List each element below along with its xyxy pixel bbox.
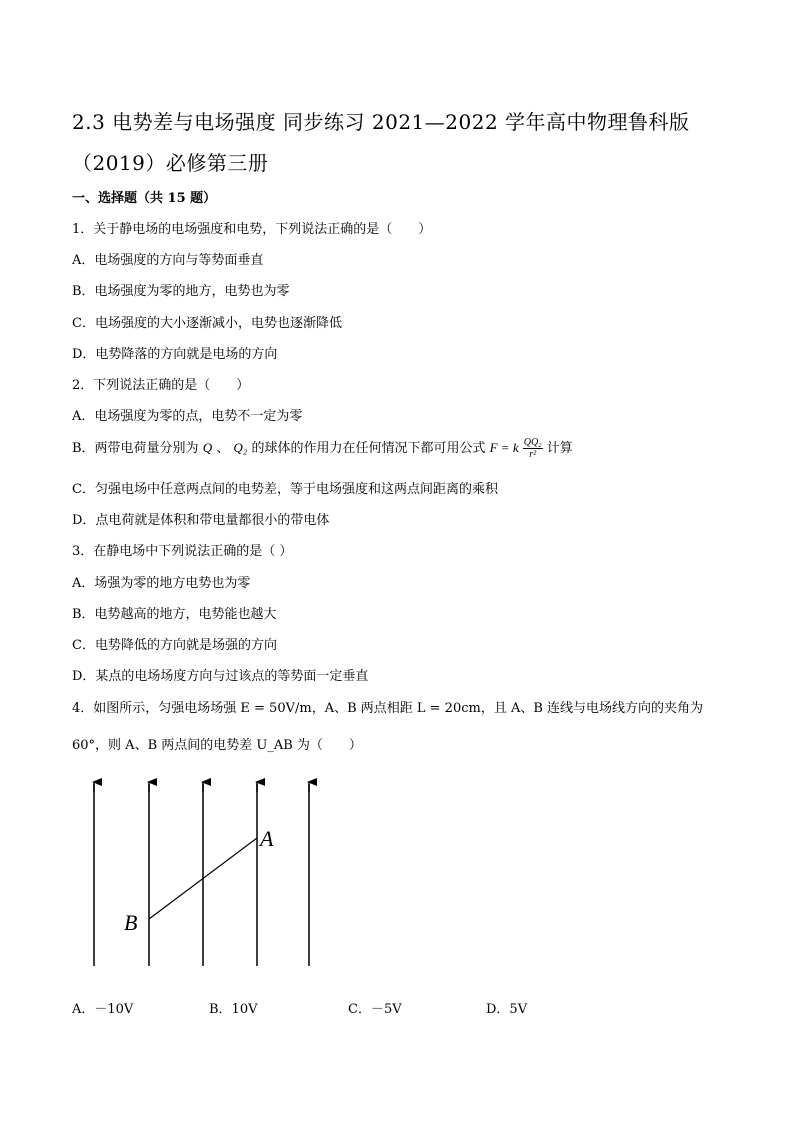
question-2-option-b-suffix: 计算 <box>546 441 573 456</box>
question-2-option-b-prefix: B．两带电荷量分别为 <box>72 441 199 456</box>
question-3-option-c: C．电势降低的方向就是场强的方向 <box>72 638 277 653</box>
question-4-stem-line1: 4．如图所示，匀强电场场强 E = 50V/m，A、B 两点相距 L = 20cm，且 A、B 连线与电场线方向的夹角为 <box>72 701 704 716</box>
question-1-option-c: C．电场强度的大小逐渐减小，电势也逐渐降低 <box>72 316 342 331</box>
formula-numerator: QQ₂ <box>523 437 542 448</box>
document-title-line2: （2019）必修第三册 <box>72 151 269 175</box>
formula-fraction <box>523 437 543 460</box>
question-2-option-b-mid: 的球体的作用力在任何情况下都可用公式 <box>251 441 486 456</box>
electric-field-figure <box>80 770 330 970</box>
question-3-option-b: B．电势越高的地方，电势能也越大 <box>72 607 277 622</box>
question-4-option-c: C．－5V <box>348 1002 402 1017</box>
question-2-option-c: C．匀强电场中任意两点间的电势差，等于电场强度和这两点间距离的乘积 <box>72 482 498 497</box>
question-3-option-a: A．场强为零的地方电势也为零 <box>72 576 251 591</box>
question-1-option-d: D．电势降落的方向就是电场的方向 <box>72 347 278 362</box>
point-b-label: B <box>124 910 138 935</box>
question-1-option-b: B．电场强度为零的地方，电势也为零 <box>72 284 290 299</box>
document-title-line1: 2.3 电势差与电场强度 同步练习 2021—2022 学年高中物理鲁科版 <box>72 110 690 134</box>
question-2-option-a: A．电场强度为零的点，电势不一定为零 <box>72 409 303 424</box>
charge-q2: Q₂ <box>233 440 248 455</box>
question-4-option-a: A．－10V <box>72 1002 134 1017</box>
question-4-option-b: B．10V <box>209 1002 258 1017</box>
question-1-stem: 1．关于静电场的电场强度和电势，下列说法正确的是（ ） <box>72 222 432 237</box>
charge-q1: Q <box>202 440 213 455</box>
formula-lhs: F = k <box>489 440 519 455</box>
formula-denominator: r² <box>529 449 537 460</box>
question-1-option-a: A．电场强度的方向与等势面垂直 <box>72 253 264 268</box>
question-3-option-d: D．某点的电场场度方向与过该点的等势面一定垂直 <box>72 669 369 684</box>
question-4-stem-line2: 60°，则 A、B 两点间的电势差 U_AB 为（ ） <box>72 738 362 753</box>
question-2-option-b <box>72 437 573 460</box>
question-4-option-d: D．5V <box>486 1002 528 1017</box>
section-heading: 一、选择题（共 15 题） <box>72 191 217 206</box>
charge-separator: 、 <box>216 441 230 456</box>
question-3-stem: 3．在静电场中下列说法正确的是（ ） <box>72 544 293 559</box>
question-2-option-d: D．点电荷就是体积和带电量都很小的带电体 <box>72 513 330 528</box>
question-2-stem: 2．下列说法正确的是（ ） <box>72 378 250 393</box>
point-a-label: A <box>260 826 274 851</box>
